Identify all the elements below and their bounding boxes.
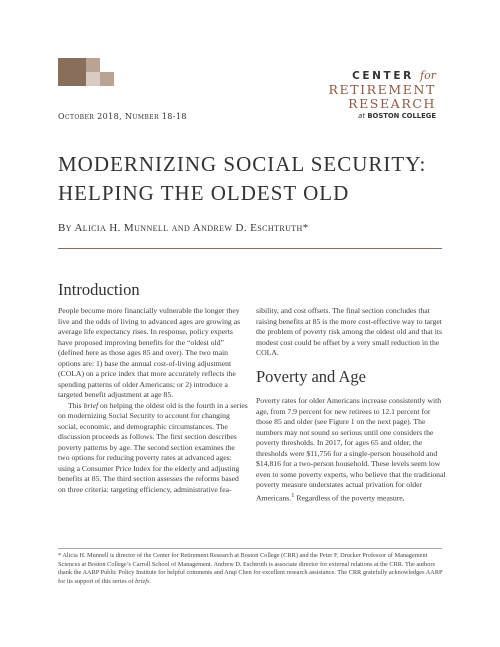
title-line-2: HELPING THE OLDEST OLD xyxy=(58,181,350,205)
issue-date: October 2018, Number 18-18 xyxy=(58,112,187,121)
column-left xyxy=(58,306,248,495)
header-rule xyxy=(58,248,442,249)
column-right-top xyxy=(256,306,446,359)
logo-block-dark xyxy=(58,58,86,86)
page-title xyxy=(58,150,426,208)
logo-line-research: RESEARCH xyxy=(348,96,436,111)
intro-paragraph-2-continued: sibility, and cost offsets. The final section concludes that raising benefits at 85 is the more cost-effective way to target the problem of poverty risk among the oldest old and that its modest cost could be offset by a very small reduction in the COLA. xyxy=(256,306,442,357)
logo-block-medium-2 xyxy=(100,72,114,86)
logo-line-center: CENTER for xyxy=(352,69,436,82)
logo-block-medium xyxy=(86,58,100,72)
intro-paragraph-1: People become more financially vulnerable the longer they live and the odds of living to advanced ages are growing as average life expectancy rises. In response, policy experts have proposed improving benefits for the “oldest old” (defined here as those ages 85 and over). The two main options are: 1) base the annual cost-of-living adjustment (COLA) on a price index that more accurately reflects the spending patterns of older Americans; or 2) introduce a targeted benefit adjustment at age 85. xyxy=(58,306,241,399)
authors-byline: By Alicia H. Munnell and Andrew D. Eschtruth* xyxy=(58,222,309,234)
title-line-1: MODERNIZING SOCIAL SECURITY: xyxy=(58,152,427,176)
footnote-rule xyxy=(58,548,442,549)
author-footnote: * Alicia H. Munnell is director of the Center for Retirement Research at Boston College (CRR) and the Peter F. Drucker Professor of Management Sciences at Boston College’s Carroll School of Management. Andrew D. Eschtruth is associate director for external relations at the CRR. The authors thank the AARP Public Policy Institute for helpful comments and Anqi Chen for excellent research assistance. The CRR gratefully acknowledges AARP for its support of this series of briefs. xyxy=(58,552,443,585)
footnote-marker: 1 xyxy=(291,491,295,499)
logo-line-bc: at BOSTON COLLEGE xyxy=(358,112,436,120)
crr-logo xyxy=(326,69,436,121)
section-heading-introduction: Introduction xyxy=(58,280,140,299)
column-right-bottom xyxy=(256,396,446,504)
logo-line-retirement: RETIREMENT xyxy=(328,82,436,97)
section-heading-poverty-and-age: Poverty and Age xyxy=(256,367,366,386)
logo-block-light xyxy=(86,72,100,86)
poverty-paragraph-1: Poverty rates for older Americans increase consistently with age, from 7.9 percent for new retirees to 12.1 percent for those 85 and older (see Figure 1 on the next page). The numbers may not sound so serious until one considers the poverty thresholds. In 2017, for ages 65 and older, the thresholds were $11,756 for a single-person household and $14,816 for a two-person household. These levels seem low even to some poverty experts, who believe that the traditional poverty measure understates actual privation for older Americans.$^1$ Regardless of the poverty measure, xyxy=(256,396,446,503)
intro-paragraph-2: This brief on helping the oldest old is the fourth in a series on modernizing Social Security to account for changing social, economic, and demographic circumstances. The discussion proceeds as follows. The first section describes poverty patterns by age. The second section examines the two options for reducing poverty rates at advanced ages: using a Consumer Price Index for the elderly and adjusting benefits at 85. The third section assesses the reforms based on three criteria: targeting efficiency, administrative fea- xyxy=(58,400,248,494)
